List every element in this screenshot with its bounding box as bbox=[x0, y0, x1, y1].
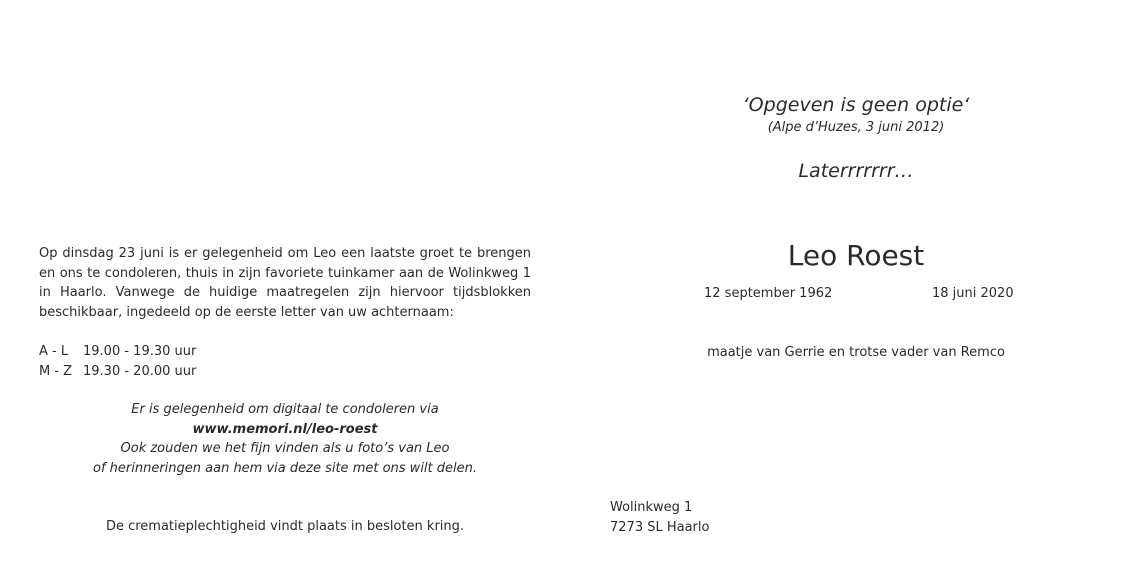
digital-condolence-intro: Er is gelegenheid om digitaal te condoleren via bbox=[131, 402, 439, 417]
address-city: 7273 SL Haarlo bbox=[610, 519, 710, 535]
quote-source: (Alpe d’Huzes, 3 juni 2012) bbox=[767, 120, 945, 135]
relation-line: maatje van Gerrie en trotse vader van Remco bbox=[707, 345, 1005, 360]
deceased-name: Leo Roest bbox=[787, 239, 925, 272]
time-slot-letters: A - L bbox=[39, 344, 69, 359]
death-date: 18 juni 2020 bbox=[932, 286, 1014, 301]
time-slot-time: 19.30 - 20.00 uur bbox=[83, 363, 197, 379]
digital-condolence-block bbox=[39, 400, 531, 478]
time-slot-row bbox=[39, 342, 196, 362]
address-street: Wolinkweg 1 bbox=[610, 500, 693, 515]
time-slot-letters: M - Z bbox=[39, 363, 73, 379]
time-slot-time: 19.00 - 19.30 uur bbox=[83, 344, 197, 359]
announcement-paragraph: Op dinsdag 23 juni is er gelegenheid om Leo een laatste groet te brengen en ons te condoleren, thuis in zijn favoriete tuinkamer aan de Wolinkweg 1 in Haarlo. Vanwege de huidige maatregelen zijn hiervoor tijdsblokken beschikbaar, ingedeeld op de eerste letter van uw achternaam: bbox=[39, 246, 531, 320]
quote: ‘Opgeven is geen optie‘ bbox=[742, 94, 970, 116]
time-slot-row bbox=[39, 362, 196, 382]
memories-request-line: of herinneringen aan hem via deze site met ons wilt delen. bbox=[92, 460, 477, 476]
time-slot-schedule bbox=[39, 342, 196, 381]
photo-request-line: Ook zouden we het fijn vinden als u foto’s van Leo bbox=[120, 441, 450, 456]
birth-date: 12 september 1962 bbox=[704, 286, 833, 301]
address-block bbox=[610, 498, 709, 537]
cremation-notice: De crematieplechtigheid vindt plaats in besloten kring. bbox=[105, 519, 465, 534]
memorial-url: www.memori.nl/leo-roest bbox=[192, 421, 378, 437]
later-text: Laterrrrrrr… bbox=[798, 160, 914, 182]
